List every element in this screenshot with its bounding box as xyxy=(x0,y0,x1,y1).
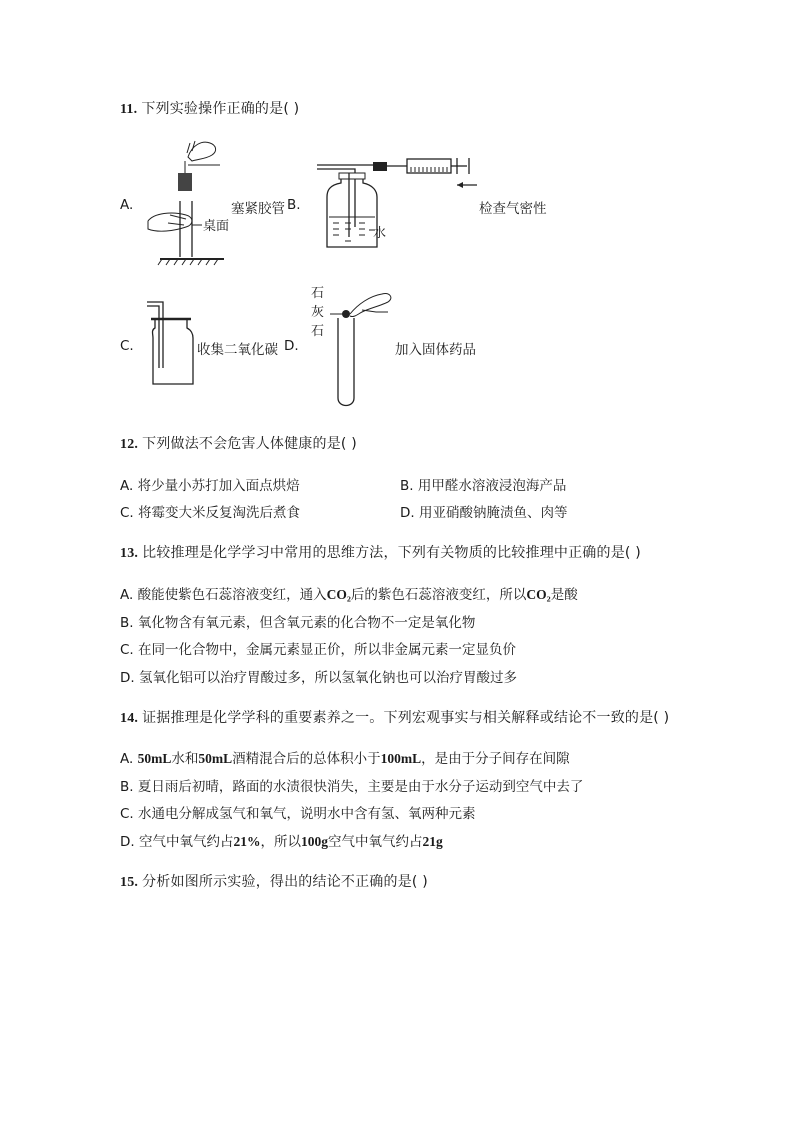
q12-option-d: D. 用亚硝酸钠腌渍鱼、肉等 xyxy=(400,505,568,521)
q11-d-label-3: 石 xyxy=(311,324,325,339)
q12-option-b: B. 用甲醛水溶液浸泡海产品 xyxy=(400,478,567,494)
rubber-stopper-icon xyxy=(178,173,192,191)
test-tube-icon xyxy=(180,201,192,257)
q11-option-d-letter: D. xyxy=(284,338,299,354)
q11-b-illustration xyxy=(315,155,485,255)
limestone-lump-icon xyxy=(342,310,350,318)
question-12-stem: 12. 下列做法不会危害人体健康的是( ) xyxy=(120,436,357,452)
question-14-stem: 14. 证据推理是化学学科的重要素养之一。下列宏观事实与相关解释或结论不一致的是( ) xyxy=(120,710,670,726)
wide-mouth-bottle-icon xyxy=(327,175,377,247)
q11-option-c-letter: C. xyxy=(120,338,134,354)
q11-c-illustration xyxy=(145,298,205,390)
question-15-stem: 15. 分析如图所示实验，得出的结论不正确的是( ) xyxy=(120,874,428,890)
hand-dropping-icon xyxy=(350,294,391,317)
q11-a-label-desk: 桌面 xyxy=(203,219,230,234)
question-13-stem: 13. 比较推理是化学学习中常用的思维方法，下列有关物质的比较推理中正确的是( ) xyxy=(120,545,641,561)
q11-d-illustration xyxy=(330,290,400,410)
q13-option-d: D. 氢氧化铝可以治疗胃酸过多，所以氢氧化钠也可以治疗胃酸过多 xyxy=(120,670,517,686)
q11-option-b-caption: 检查气密性 xyxy=(479,201,547,217)
water-lines xyxy=(329,217,375,241)
q13-option-b: B. 氧化物含有氧元素，但含氧元素的化合物不一定是氧化物 xyxy=(120,615,476,631)
q13-option-c: C. 在同一化合物中，金属元素显正价，所以非金属元素一定显负价 xyxy=(120,642,517,658)
syringe-barrel-icon xyxy=(407,159,451,173)
hand-holding-tube-icon xyxy=(148,213,192,231)
q11-option-b-letter: B. xyxy=(287,197,301,213)
q11-option-d-caption: 加入固体药品 xyxy=(395,342,476,358)
q14-option-d: D. 空气中氧气约占21%，所以100g空气中氧气约占21g xyxy=(120,834,443,850)
q14-option-c: C. 水通电分解成氢气和氧气，说明水中含有氢、氧两种元素 xyxy=(120,806,476,822)
q11-d-label-2: 灰 xyxy=(311,305,325,320)
q12-option-a: A. 将少量小苏打加入面点烘焙 xyxy=(120,478,300,494)
q11-d-label-1: 石 xyxy=(311,286,325,301)
q11-option-a-caption: 塞紧胶管 xyxy=(231,201,285,217)
q11-a-illustration xyxy=(140,135,240,270)
q14-option-a: A. 50mL水和50mL酒精混合后的总体积小于100mL，是由于分子间存在间隙 xyxy=(120,751,570,767)
q14-option-b: B. 夏日雨后初晴，路面的水渍很快消失，主要是由于水分子运动到空气中去了 xyxy=(120,779,584,795)
q11-option-a-letter: A. xyxy=(120,197,134,213)
question-11-stem: 11. 下列实验操作正确的是( ) xyxy=(120,101,300,117)
rubber-connector-icon xyxy=(373,162,387,171)
q12-option-c: C. 将霉变大米反复淘洗后煮食 xyxy=(120,505,301,521)
hand-top-icon xyxy=(188,142,216,161)
delivery-tube-icon xyxy=(147,302,163,368)
q13-option-a: A. 酸能使紫色石蕊溶液变红，通入CO₂后的紫色石蕊溶液变红，所以CO₂是酸 xyxy=(120,587,578,603)
q11-option-c-caption: 收集二氧化碳 xyxy=(197,342,278,358)
test-tube-vertical-icon xyxy=(338,318,354,406)
q11-b-label-water: 水 xyxy=(373,226,387,241)
